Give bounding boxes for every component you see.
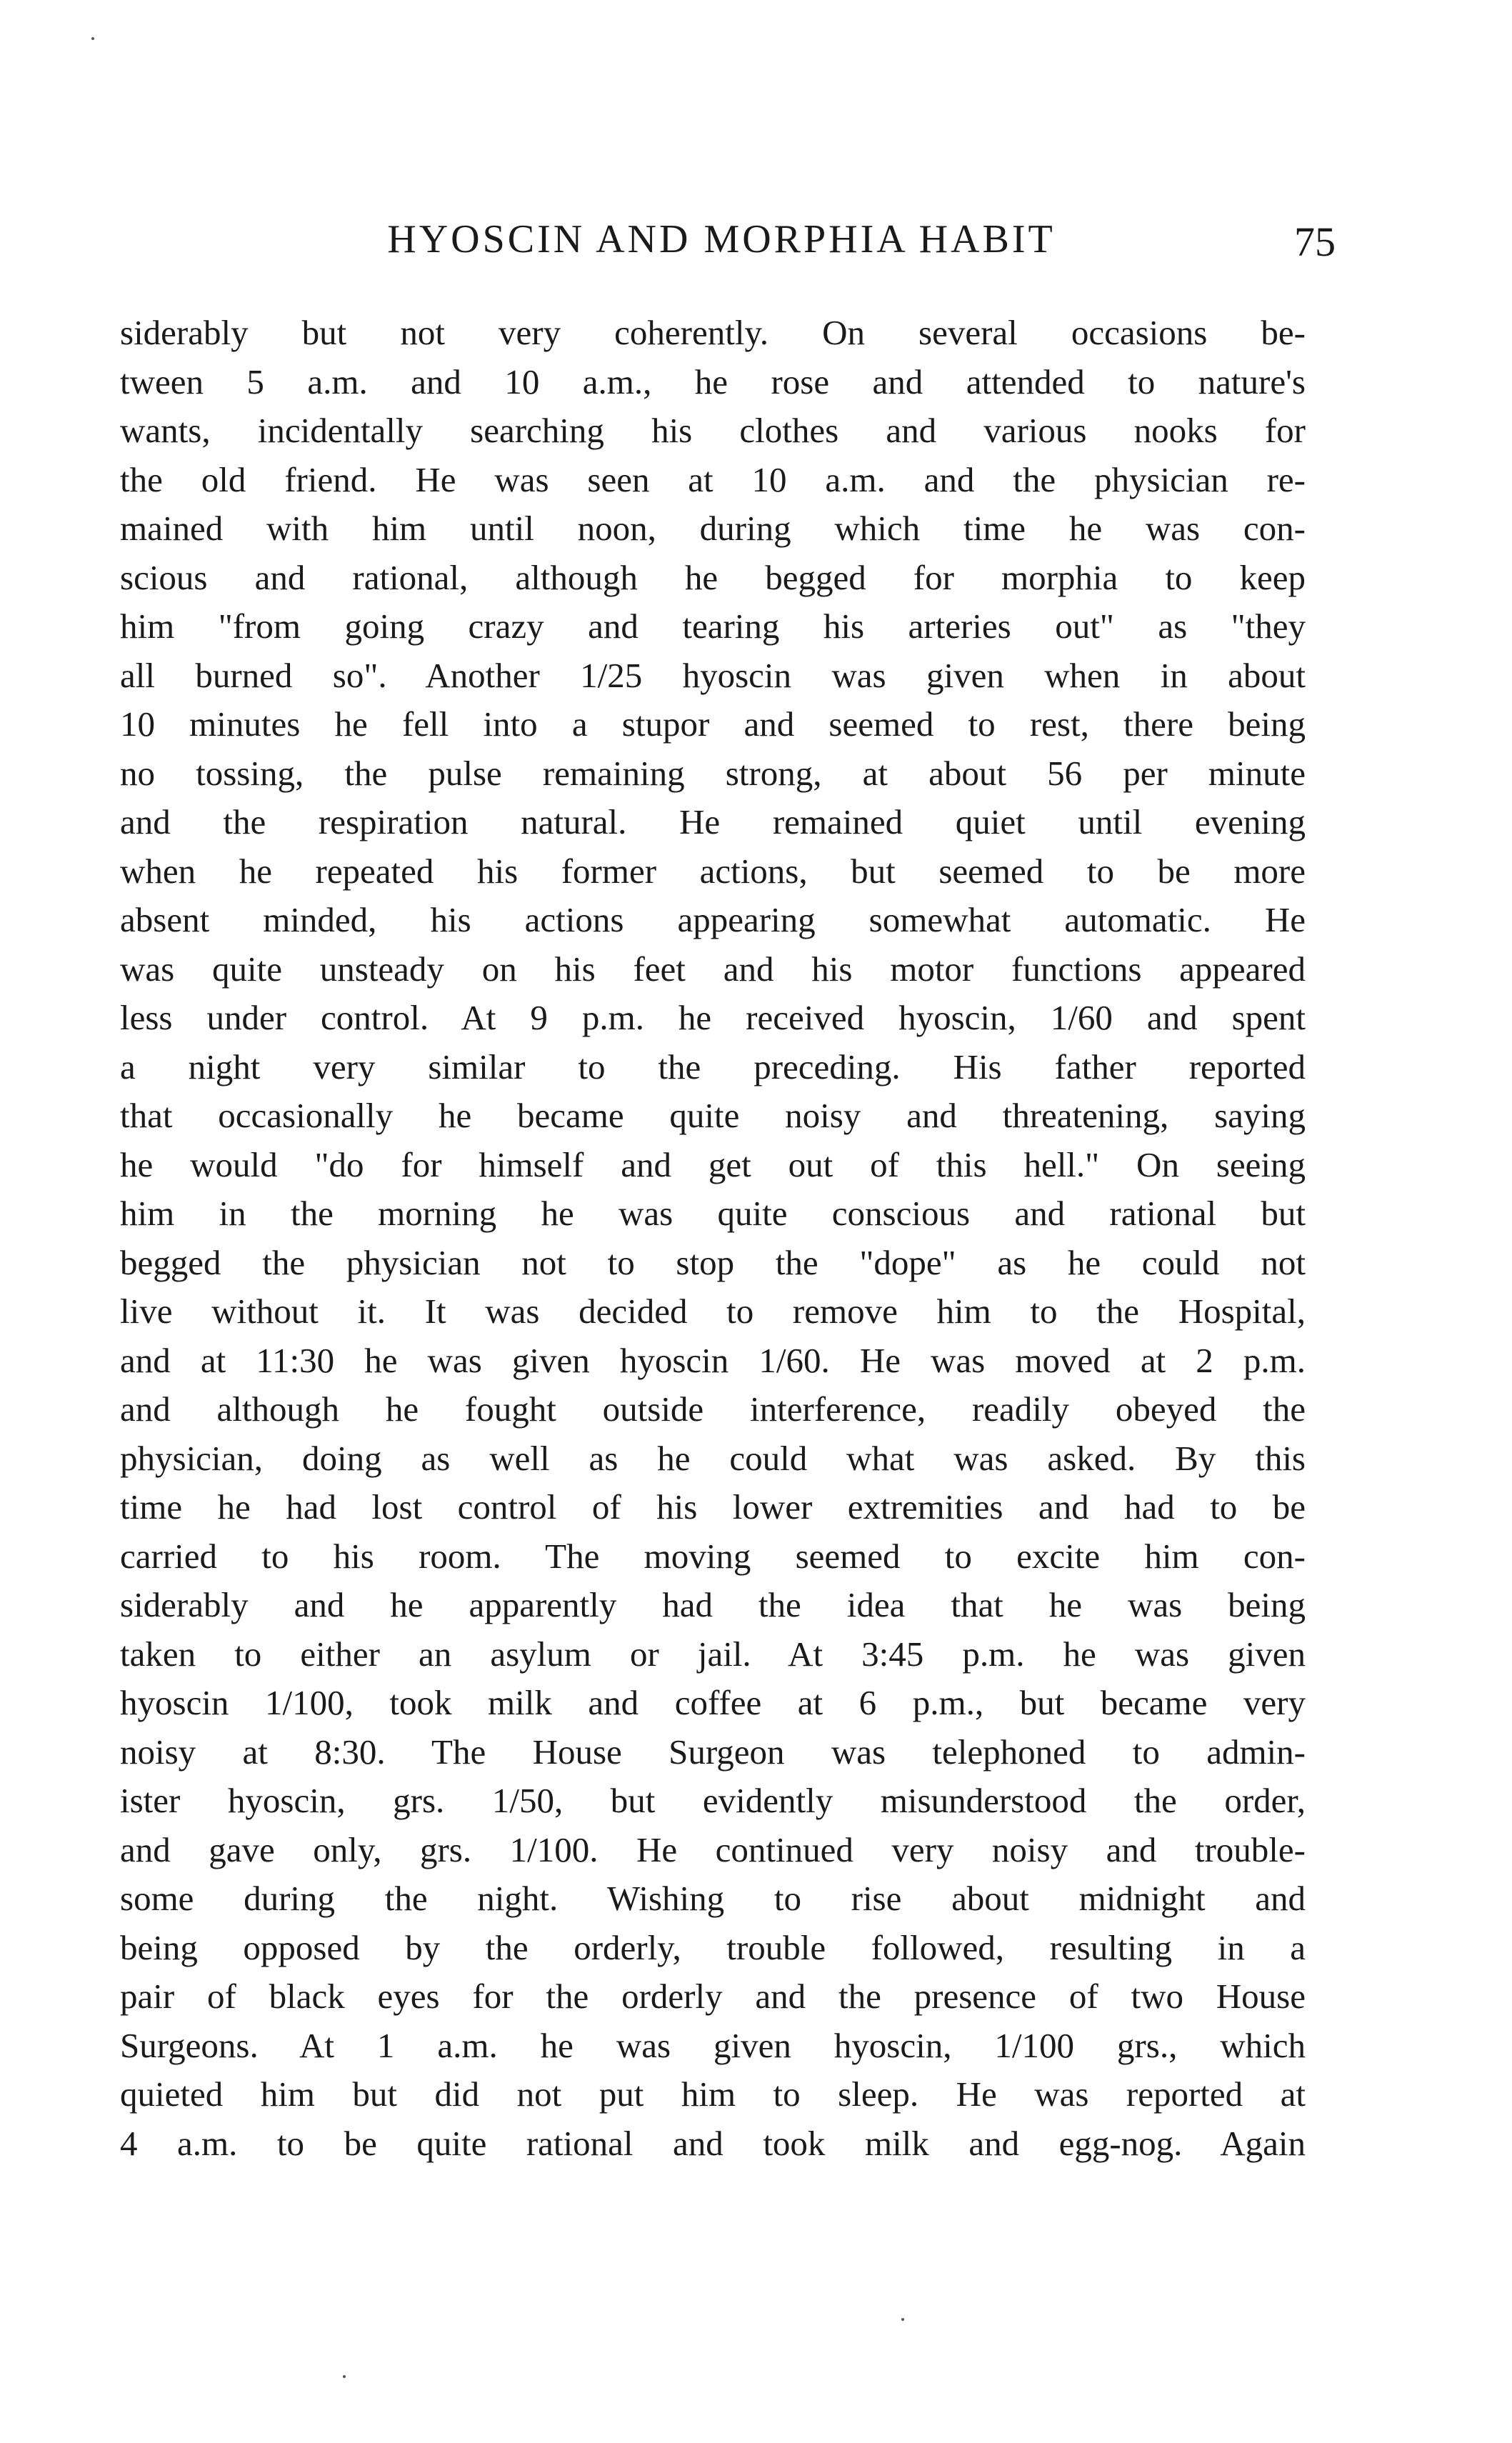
text-line: him in the morning he was quite conscious and rational but bbox=[120, 1194, 1306, 1233]
page-number: 75 bbox=[1294, 219, 1336, 265]
scan-speck bbox=[91, 37, 94, 40]
text-line: him "from going crazy and tearing his arteries out" as "they bbox=[120, 606, 1306, 646]
text-line: the old friend. He was seen at 10 a.m. and the physician re- bbox=[120, 459, 1306, 499]
body-text bbox=[120, 309, 1306, 2168]
text-line: a night very similar to the preceding. His father reported bbox=[120, 1046, 1306, 1086]
text-line: wants, incidentally searching his clothes and various nooks for bbox=[120, 411, 1306, 450]
text-line: siderably and he apparently had the idea that he was being bbox=[120, 1585, 1306, 1624]
text-line: less under control. At 9 p.m. he received hyoscin, 1/60 and spent bbox=[120, 998, 1306, 1037]
text-line: quieted him but did not put him to sleep. He was reported at bbox=[120, 2074, 1306, 2114]
text-line: and the respiration natural. He remained quiet until evening bbox=[120, 802, 1306, 841]
scan-speck bbox=[343, 2375, 346, 2378]
text-line: and gave only, grs. 1/100. He continued very noisy and trouble- bbox=[120, 1829, 1306, 1869]
running-title: HYOSCIN AND MORPHIA HABIT bbox=[387, 217, 1056, 261]
text-line: pair of black eyes for the orderly and the presence of two House bbox=[120, 1977, 1306, 2016]
text-line: Surgeons. At 1 a.m. he was given hyoscin, 1/100 grs., which bbox=[120, 2025, 1306, 2065]
text-line: physician, doing as well as he could what was asked. By this bbox=[120, 1438, 1306, 1478]
text-line: 4 a.m. to be quite rational and took milk and egg-nog. Again bbox=[120, 2123, 1306, 2163]
text-line: that occasionally he became quite noisy and threatening, saying bbox=[120, 1096, 1306, 1135]
text-line: live without it. It was decided to remove him to the Hospital, bbox=[120, 1292, 1306, 1331]
text-line: and at 11:30 he was given hyoscin 1/60. He was moved at 2 p.m. bbox=[120, 1340, 1306, 1380]
text-line: noisy at 8:30. The House Surgeon was telephoned to admin- bbox=[120, 1732, 1306, 1772]
text-line: absent minded, his actions appearing somewhat automatic. He bbox=[120, 900, 1306, 939]
text-line: mained with him until noon, during which time he was con- bbox=[120, 509, 1306, 548]
text-line: ister hyoscin, grs. 1/50, but evidently misunderstood the order, bbox=[120, 1781, 1306, 1820]
text-line: was quite unsteady on his feet and his motor functions appeared bbox=[120, 949, 1306, 989]
text-line: scious and rational, although he begged for morphia to keep bbox=[120, 557, 1306, 597]
text-line: some during the night. Wishing to rise about midnight and bbox=[120, 1879, 1306, 1918]
text-line: no tossing, the pulse remaining strong, at about 56 per minute bbox=[120, 753, 1306, 793]
text-line: time he had lost control of his lower extremities and had to be bbox=[120, 1487, 1306, 1527]
text-line: siderably but not very coherently. On several occasions be- bbox=[120, 313, 1306, 352]
text-line: taken to either an asylum or jail. At 3:45 p.m. he was given bbox=[120, 1634, 1306, 1674]
text-line: all burned so". Another 1/25 hyoscin was given when in about bbox=[120, 655, 1306, 695]
text-line: he would "do for himself and get out of this hell." On seeing bbox=[120, 1144, 1306, 1184]
text-line: hyoscin 1/100, took milk and coffee at 6 p.m., but became very bbox=[120, 1683, 1306, 1722]
text-line: when he repeated his former actions, but seemed to be more bbox=[120, 851, 1306, 891]
text-line: being opposed by the orderly, trouble followed, resulting in a bbox=[120, 1927, 1306, 1967]
text-line: carried to his room. The moving seemed to excite him con- bbox=[120, 1536, 1306, 1576]
scan-speck bbox=[901, 2318, 904, 2321]
text-line: 10 minutes he fell into a stupor and seemed to rest, there being bbox=[120, 704, 1306, 744]
text-line: begged the physician not to stop the "dope" as he could not bbox=[120, 1242, 1306, 1282]
text-line: and although he fought outside interference, readily obeyed the bbox=[120, 1389, 1306, 1429]
running-head bbox=[114, 214, 1336, 265]
text-line: tween 5 a.m. and 10 a.m., he rose and attended to nature's bbox=[120, 361, 1306, 401]
